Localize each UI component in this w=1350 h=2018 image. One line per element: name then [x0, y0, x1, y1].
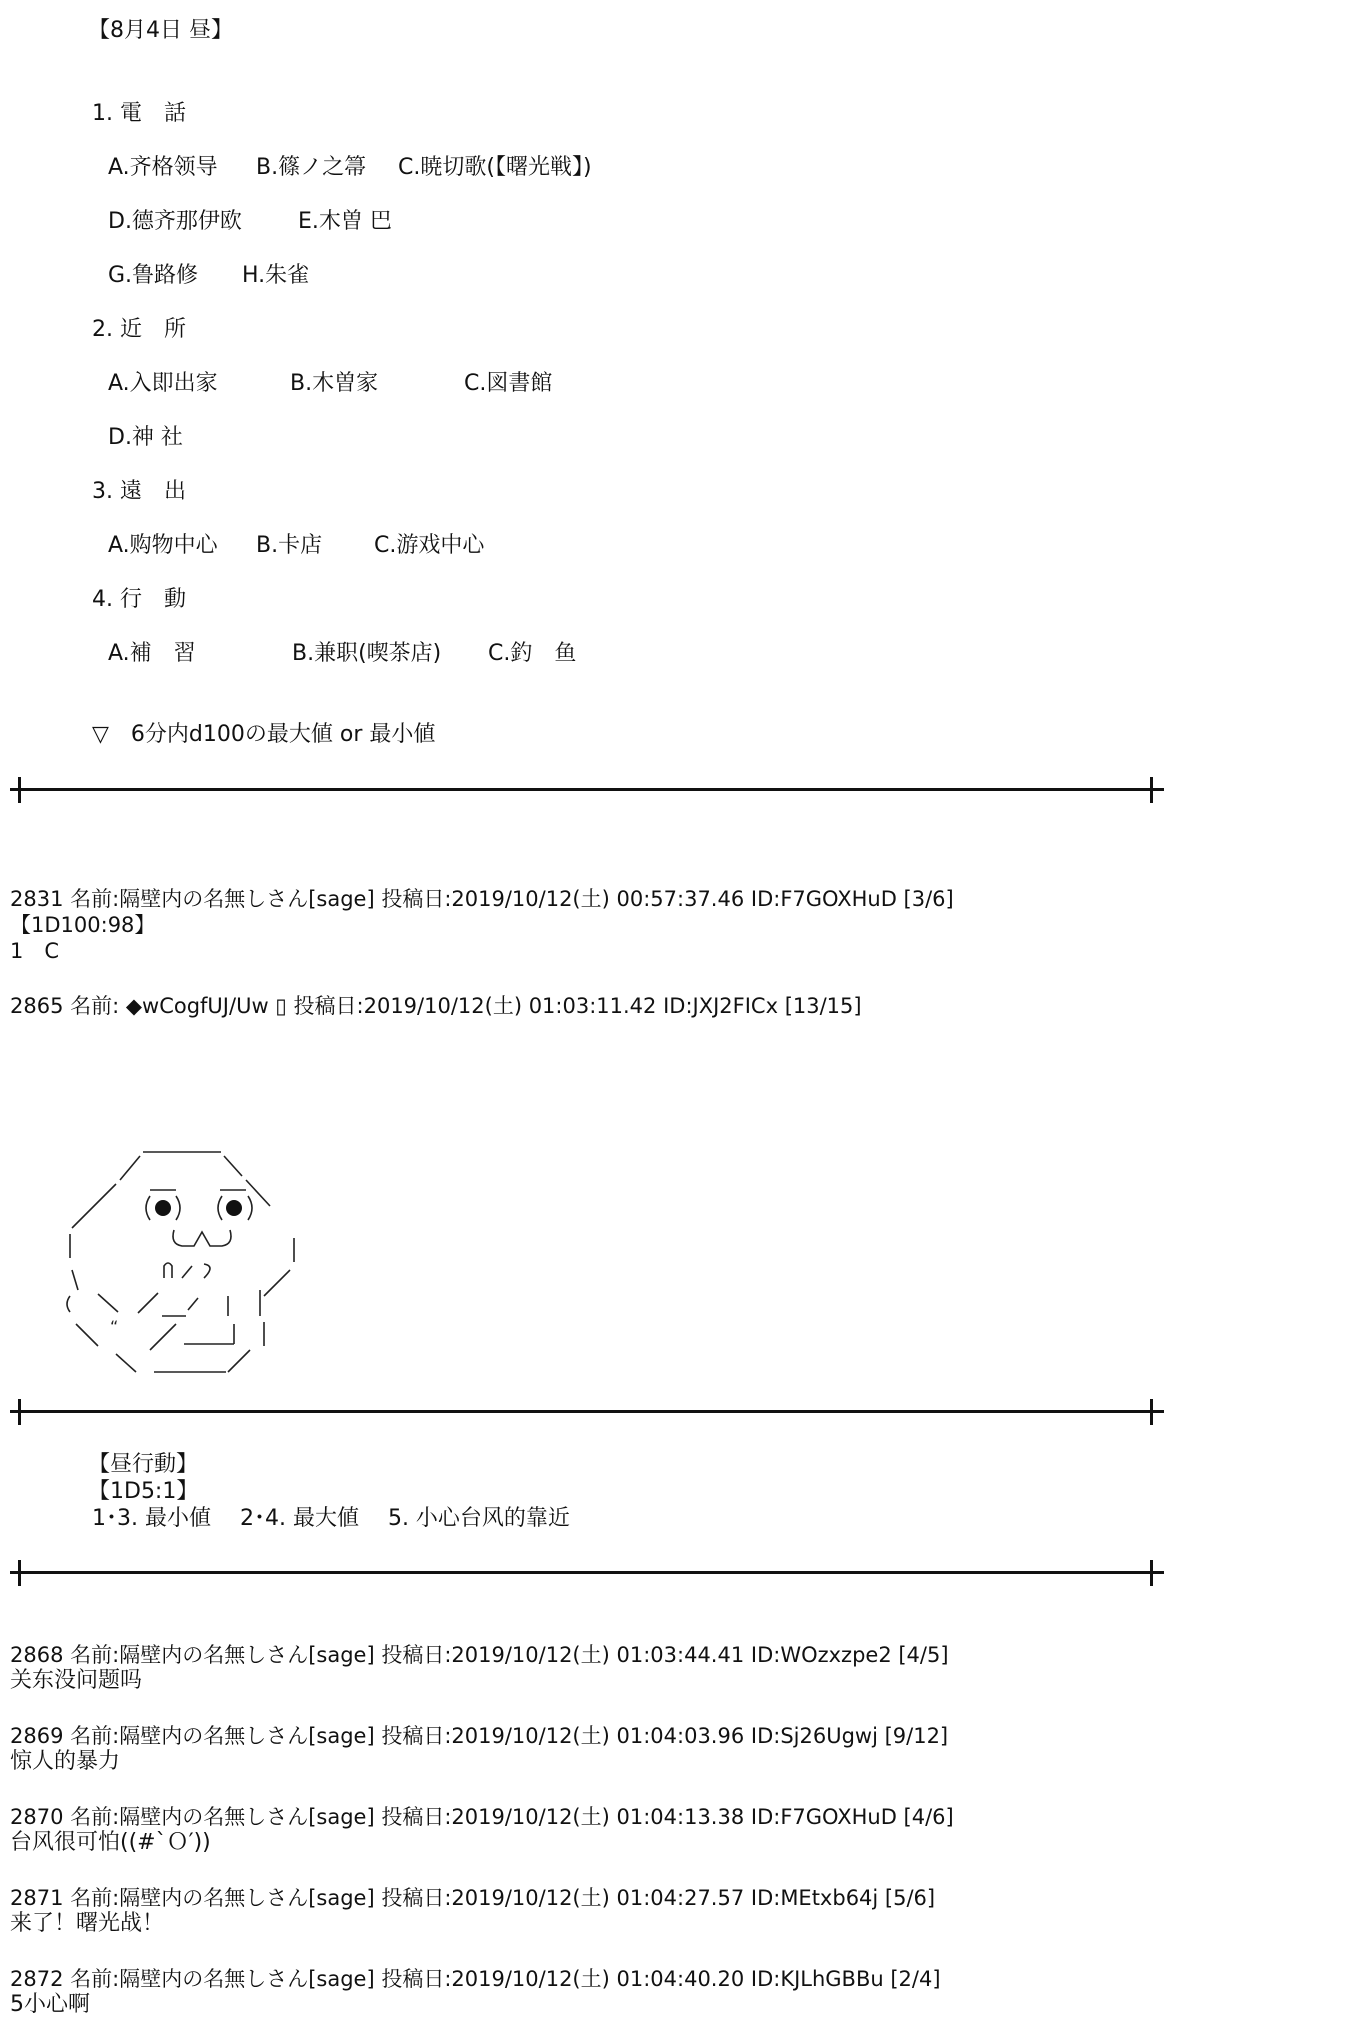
- option-4b: B.兼职(喫茶店): [292, 641, 442, 666]
- post-header: 2871 名前:隔壁内の名無しさん[sage] 投稿日:2019/10/12(土) 01:04:27.57 ID:MEtxb64j [5/6]: [10, 1886, 936, 1910]
- option-3b: B.卡店: [256, 533, 323, 558]
- post-body: 1 C: [10, 939, 60, 963]
- option-1e: E.木曽 巴: [298, 209, 392, 234]
- option-2a: A.入即出家: [108, 371, 218, 396]
- post-body: 惊人的暴力: [10, 1749, 121, 1774]
- post-header: 2870 名前:隔壁内の名無しさん[sage] 投稿日:2019/10/12(土) 01:04:13.38 ID:F7GOXHuD [4/6]: [10, 1805, 954, 1829]
- post-body: 5小心啊: [10, 1992, 90, 2017]
- post-header: 2869 名前:隔壁内の名無しさん[sage] 投稿日:2019/10/12(土) 01:04:03.96 ID:Sj26Ugwj [9/12]: [10, 1724, 949, 1748]
- option-3c: C.游戏中心: [374, 533, 485, 558]
- section-title-phone: 1. 電 話: [92, 101, 186, 126]
- result-options: 1･3. 最小値 2･4. 最大値 5. 小心台风的靠近: [92, 1506, 570, 1531]
- svg-text:“: “: [110, 1317, 119, 1336]
- option-3a: A.购物中心: [108, 533, 218, 558]
- post-header: 2831 名前:隔壁内の名無しさん[sage] 投稿日:2019/10/12(土) 00:57:37.46 ID:F7GOXHuD [3/6]: [10, 887, 954, 911]
- post-body: 【1D100:98】: [10, 913, 156, 937]
- option-2c: C.図書館: [464, 371, 553, 396]
- post-body: 关东没问题吗: [10, 1668, 143, 1693]
- option-4a: A.補 習: [108, 641, 196, 666]
- option-2b: B.木曽家: [290, 371, 379, 396]
- option-1b: B.篠ノ之箒: [256, 155, 367, 180]
- section-title-neighborhood: 2. 近 所: [92, 317, 186, 342]
- section-title-outing: 3. 遠 出: [92, 479, 186, 504]
- post-header: 2868 名前:隔壁内の名無しさん[sage] 投稿日:2019/10/12(土) 01:03:44.41 ID:WOzxzpe2 [4/5]: [10, 1643, 949, 1667]
- option-1h: H.朱雀: [242, 263, 310, 288]
- post-body: 来了！曙光战！: [10, 1911, 165, 1936]
- result-title: 【昼行動】: [88, 1452, 199, 1477]
- option-4c: C.釣 鱼: [488, 641, 577, 666]
- result-roll: 【1D5:1】: [88, 1479, 199, 1504]
- post-header: 2872 名前:隔壁内の名無しさん[sage] 投稿日:2019/10/12(土) 01:04:40.20 ID:KJLhGBBu [2/4]: [10, 1967, 941, 1991]
- option-1d: D.德齐那伊欧: [108, 209, 242, 234]
- menu-note: ▽ 6分内d100の最大値 or 最小値: [92, 722, 436, 747]
- option-1g: G.鲁路修: [108, 263, 199, 288]
- ascii-art-character: [58, 1128, 318, 1378]
- option-1a: A.齐格领导: [108, 155, 218, 180]
- menu-heading: 【8月4日 昼】: [88, 18, 233, 43]
- post-header: 2865 名前: ◆wCogfUJ/Uw ▯ 投稿日:2019/10/12(土) 01:03:11.42 ID:JXJ2FICx [13/15]: [10, 994, 862, 1018]
- option-2d: D.神 社: [108, 425, 183, 450]
- option-1c: C.暁切歌(【曙光戦】): [398, 155, 592, 180]
- section-title-action: 4. 行 動: [92, 587, 186, 612]
- post-body: 台风很可怕((#`Ｏ′)): [10, 1830, 211, 1855]
